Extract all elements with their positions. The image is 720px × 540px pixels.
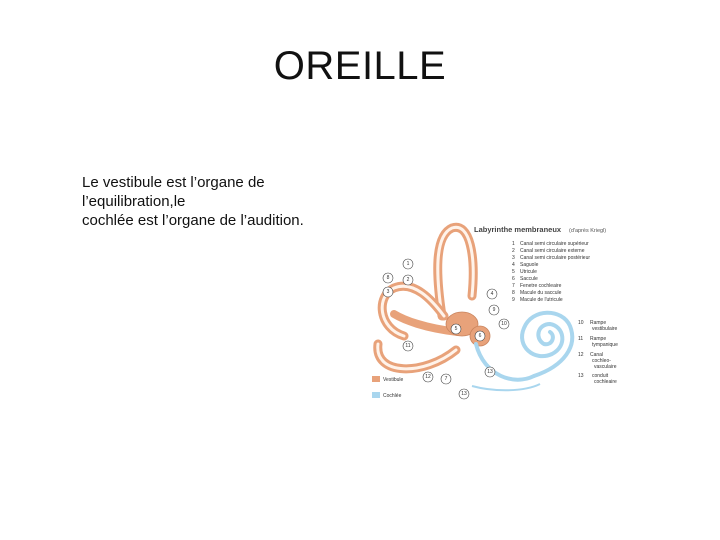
svg-text:9: 9 — [512, 297, 515, 303]
svg-text:cochleaire: cochleaire — [594, 379, 617, 385]
svg-text:11: 11 — [578, 336, 584, 342]
svg-text:5: 5 — [512, 269, 515, 275]
svg-text:cochleo-: cochleo- — [592, 358, 611, 364]
svg-text:13: 13 — [578, 373, 584, 379]
inner-ear-diagram — [364, 216, 626, 406]
callout-13b: 13 — [487, 369, 493, 375]
svg-text:Canal semi circulaire postérie: Canal semi circulaire postérieur — [520, 255, 591, 261]
svg-text:Macule du saccule: Macule du saccule — [520, 290, 562, 296]
callout-2: 2 — [406, 277, 410, 283]
svg-text:4: 4 — [512, 262, 515, 268]
cochlea-swatch — [372, 392, 380, 398]
svg-text:1: 1 — [512, 241, 515, 247]
vestibule-swatch — [372, 376, 380, 382]
svg-text:3: 3 — [512, 255, 515, 261]
callout-11: 11 — [405, 343, 411, 349]
figure-legend — [512, 241, 590, 303]
svg-text:Utricule: Utricule — [520, 269, 537, 275]
callout-5: 5 — [454, 326, 458, 332]
svg-text:7: 7 — [512, 283, 515, 289]
callout-10: 10 — [501, 321, 507, 327]
vestibule-drawing — [378, 227, 473, 368]
svg-text:Canal semi circulaire externe: Canal semi circulaire externe — [520, 248, 585, 254]
figure-legend-right — [578, 320, 618, 385]
cochlea-key-label: Cochlée — [383, 393, 402, 399]
callout-4: 4 — [490, 291, 494, 297]
callout-3: 3 — [386, 289, 390, 295]
svg-text:Rampe: Rampe — [590, 320, 607, 326]
svg-text:Canal semi circulaire supérieu: Canal semi circulaire supérieur — [520, 241, 589, 247]
svg-text:2: 2 — [512, 248, 515, 254]
svg-text:Fenetre cochleaire: Fenetre cochleaire — [520, 283, 562, 289]
slide-body-text — [82, 173, 352, 230]
svg-text:8: 8 — [512, 290, 515, 296]
svg-text:Saccule: Saccule — [520, 276, 538, 282]
body-line: l’equilibration,le — [82, 193, 186, 210]
svg-text:Rampe: Rampe — [590, 336, 607, 342]
figure-title: Labyrinthe membraneux — [474, 225, 562, 234]
callout-8: 8 — [386, 275, 390, 281]
svg-text:6: 6 — [512, 276, 515, 282]
callout-13: 13 — [461, 391, 467, 397]
svg-text:vasculaire: vasculaire — [594, 364, 617, 370]
callout-6: 6 — [478, 333, 482, 339]
figure-subtitle: (d'après Kriegl) — [569, 228, 607, 234]
svg-text:conduit: conduit — [592, 373, 609, 379]
svg-text:12: 12 — [578, 352, 584, 358]
body-line: cochlée est l’organe de l’audition. — [82, 212, 304, 229]
svg-text:Saguole: Saguole — [520, 262, 539, 268]
figure-color-key — [372, 376, 404, 399]
callout-7: 7 — [444, 376, 448, 382]
slide-title: OREILLE — [273, 44, 447, 88]
callout-1: 1 — [406, 261, 410, 267]
svg-text:10: 10 — [578, 320, 584, 326]
svg-text:Macule de l'utricule: Macule de l'utricule — [520, 297, 563, 303]
svg-text:vestibulaire: vestibulaire — [592, 326, 618, 332]
callout-9: 9 — [492, 307, 496, 313]
svg-text:Canal: Canal — [590, 352, 604, 358]
body-line: Le vestibule est l’organe de — [82, 174, 265, 191]
callout-12: 12 — [425, 374, 431, 380]
svg-text:tympanique: tympanique — [592, 342, 618, 348]
vestibule-key-label: Vestibule — [383, 377, 404, 383]
